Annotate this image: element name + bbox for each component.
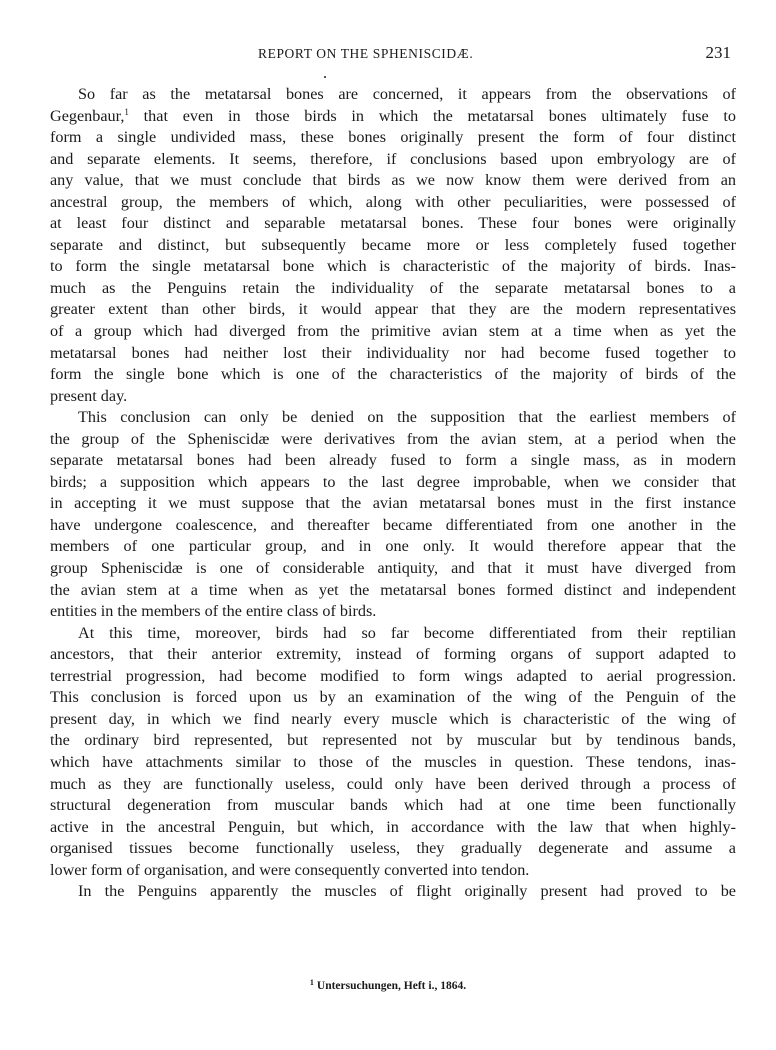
text-line: which have attachments similar to those of the muscles in question. These tendons, inas- bbox=[50, 752, 736, 771]
paragraph bbox=[50, 84, 736, 407]
print-speck bbox=[324, 76, 326, 78]
paragraph bbox=[50, 881, 736, 903]
text-line: active in the ancestral Penguin, but which, in accordance with the law that when highly- bbox=[50, 817, 736, 836]
text-line: metatarsal bones had neither lost their individuality nor had become fused together to bbox=[50, 343, 736, 362]
text-line: much as the Penguins retain the individuality of the separate metatarsal bones to a bbox=[50, 278, 736, 297]
page-header bbox=[0, 43, 776, 66]
text-line: organised tissues become functionally useless, they gradually degenerate and assume a bbox=[50, 839, 736, 858]
cited-author: Gegenbaur, bbox=[50, 106, 125, 125]
text-line: have undergone coalescence, and thereafter became differentiated from one another in the bbox=[50, 515, 736, 534]
text-line: ancestors, that their anterior extremity, instead of forming organs of support adapted to bbox=[50, 645, 736, 664]
text-line: to form the single metatarsal bone which is characteristic of the majority of birds. Inas- bbox=[50, 257, 736, 276]
text-line: at least four distinct and separable metatarsal bones. These four bones were originally bbox=[50, 214, 736, 233]
footnote bbox=[0, 980, 776, 992]
text-line: separate metatarsal bones had been already fused to form a single mass, as in modern bbox=[50, 451, 736, 470]
text-line: So far as the metatarsal bones are concerned, it appears from the observations of bbox=[78, 85, 736, 103]
text-line: ancestral group, the members of which, along with other peculiarities, were possessed of bbox=[50, 192, 736, 211]
text-line: entities in the members of the entire class of birds. bbox=[50, 602, 377, 621]
footnote-reference[interactable]: 1 bbox=[124, 106, 129, 117]
paragraph bbox=[50, 407, 736, 622]
text-line bbox=[50, 106, 736, 128]
text-line: In the Penguins apparently the muscles of flight originally present had proved to be bbox=[78, 882, 736, 901]
text-line: any value, that we must conclude that birds as we now know them were derived from an bbox=[50, 171, 736, 190]
text-line: separate and distinct, but subsequently became more or less completely fused together bbox=[50, 235, 736, 254]
text-line: greater extent than other birds, it would appear that they are the modern representatives bbox=[50, 300, 736, 319]
footnote-text: Untersuchungen, Heft i., 1864. bbox=[316, 980, 467, 992]
text-line: structural degeneration from muscular bands which had at one time been functionally bbox=[50, 796, 736, 815]
text-line-continuation: that even in those birds in which the metatarsal bones ultimately fuse to bbox=[128, 106, 736, 125]
text-line: lower form of organisation, and were consequently converted into tendon. bbox=[50, 860, 530, 879]
text-line: the ordinary bird represented, but represented not by muscular but by tendinous bands, bbox=[50, 731, 736, 750]
text-line: This conclusion can only be denied on the supposition that the earliest members of bbox=[78, 408, 736, 427]
paragraph bbox=[50, 623, 736, 882]
text-line: This conclusion is forced upon us by an examination of the wing of the Penguin of the bbox=[50, 688, 736, 707]
text-line: in accepting it we must suppose that the avian metatarsal bones must in the first instance bbox=[50, 494, 736, 513]
text-line: form the single bone which is one of the characteristics of the majority of birds of the bbox=[50, 365, 736, 384]
text-line: members of one particular group, and in one only. It would therefore appear that the bbox=[50, 537, 736, 556]
footnote-marker: 1 bbox=[309, 978, 314, 987]
text-line: the group of the Spheniscidæ were derivatives from the avian stem, at a period when the bbox=[50, 429, 736, 448]
page-number: 231 bbox=[705, 43, 731, 62]
text-line: terrestrial progression, had become modified to form wings adapted to aerial progression. bbox=[50, 666, 736, 685]
text-line: present day. bbox=[50, 386, 128, 405]
text-line: much as they are functionally useless, could only have been derived through a process of bbox=[50, 774, 736, 793]
body-text bbox=[50, 84, 736, 903]
text-line: of a group which had diverged from the primitive avian stem at a time when as yet the bbox=[50, 322, 736, 341]
text-line: the avian stem at a time when as yet the metatarsal bones formed distinct and independent bbox=[50, 580, 736, 599]
running-title: REPORT ON THE SPHENISCIDÆ. bbox=[258, 46, 474, 61]
text-line: present day, in which we find nearly every muscle which is characteristic of the wing of bbox=[50, 709, 736, 728]
text-line: form a single undivided mass, these bones originally present the form of four distinct bbox=[50, 128, 736, 147]
text-line: and separate elements. It seems, therefore, if conclusions based upon embryology are of bbox=[50, 149, 736, 168]
text-line: birds; a supposition which appears to the last degree improbable, when we consider that bbox=[50, 472, 736, 491]
text-line: group Spheniscidæ is one of considerable antiquity, and that it must have diverged from bbox=[50, 559, 736, 578]
text-line: At this time, moreover, birds had so far become differentiated from their reptilian bbox=[78, 623, 736, 642]
